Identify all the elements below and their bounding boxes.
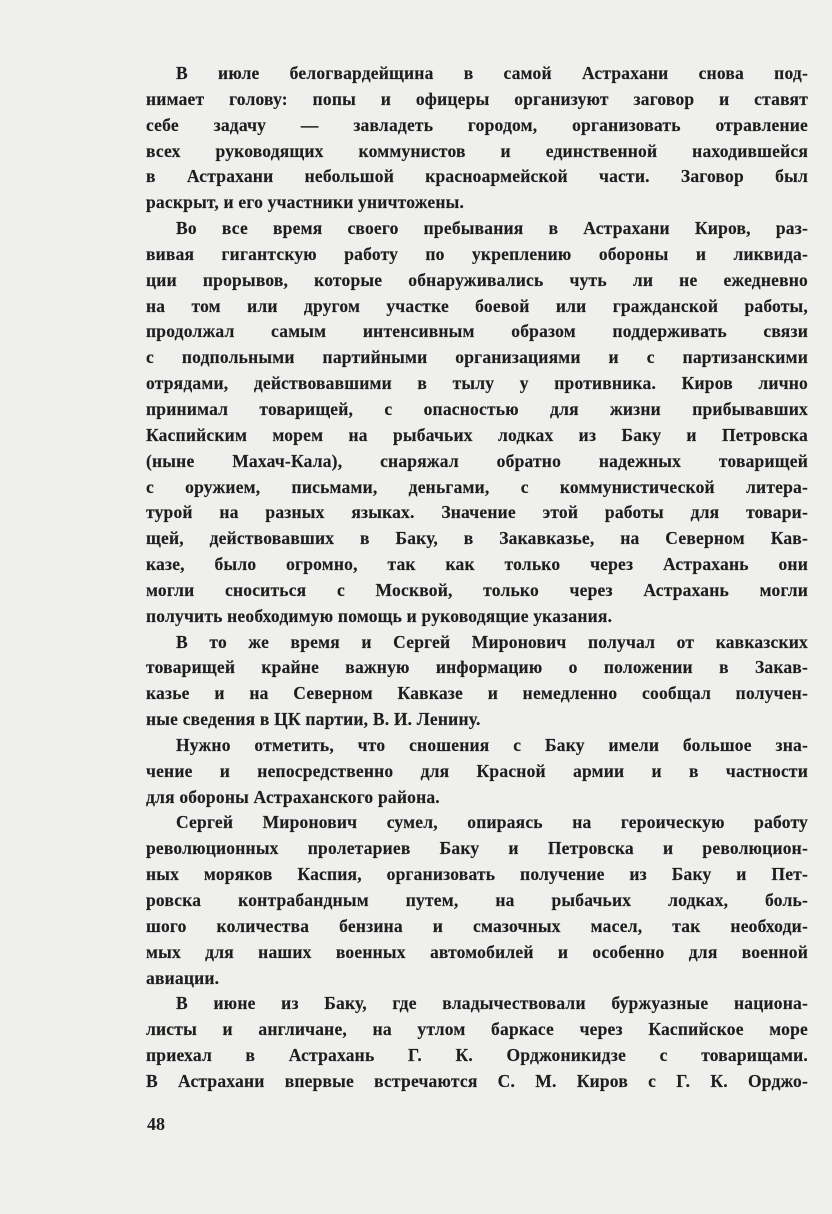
text-line: ных моряков Каспия, организовать получение из Баку и Пет- — [146, 864, 808, 885]
text-line: щей, действовавших в Баку, в Закавказье, на Северном Кав- — [146, 528, 808, 549]
text-line: казе, было огромно, так как только через Астрахань они — [146, 554, 808, 575]
text-line: Во все время своего пребывания в Астрахани Киров, раз- — [176, 218, 808, 239]
text-line: Нужно отметить, что сношения с Баку имели большое зна- — [176, 734, 808, 755]
text-line: раскрыт, и его участники уничтожены. — [146, 192, 465, 213]
text-line: отрядами, действовавшими в тылу у противника. Киров лично — [146, 373, 808, 394]
text-line: В Астрахани впервые встречаются С. М. Киров с Г. К. Орджо- — [146, 1070, 808, 1091]
paragraph — [146, 630, 808, 733]
text-line: вивая гигантскую работу по укреплению обороны и ликвида- — [146, 243, 808, 264]
text-line: с оружием, письмами, деньгами, с коммунистической литера- — [146, 476, 808, 497]
text-line: с подпольными партийными организациями и с партизанскими — [146, 347, 808, 368]
text-line: ровска контрабандным путем, на рыбачьих лодках, боль- — [146, 890, 808, 910]
text-line: ции прорывов, которые обнаруживались чуть ли не ежедневно — [146, 269, 808, 290]
text-line: революционных пролетариев Баку и Петровска и революцион- — [146, 838, 808, 859]
text-line: В то же время и Сергей Миронович получал от кавказских — [176, 631, 808, 652]
text-line: чение и непосредственно для Красной армии и в частности — [146, 760, 808, 781]
page-body-text — [146, 61, 808, 1095]
paragraph — [146, 61, 808, 216]
paragraph — [146, 733, 808, 811]
text-line: мых для наших военных автомобилей и особенно для военной — [146, 941, 808, 962]
text-line: В июле белогвардейщина в самой Астрахани снова под- — [176, 63, 808, 83]
paragraph — [146, 991, 808, 1094]
text-line: ные сведения в ЦК партии, В. И. Ленину. — [146, 709, 481, 730]
text-line: всех руководящих коммунистов и единственной находившейся — [146, 140, 808, 161]
text-line: получить необходимую помощь и руководящие указания. — [146, 605, 613, 626]
paragraph — [146, 216, 808, 630]
text-line: шого количества бензина и смазочных масел, так необходи- — [146, 915, 808, 936]
text-line: принимал товарищей, с опасностью для жизни прибывавших — [146, 398, 808, 419]
text-line: В июне из Баку, где владычествовали буржуазные национа- — [176, 993, 808, 1014]
page-number: 48 — [147, 1114, 165, 1134]
text-line: товарищей крайне важную информацию о положении в Закав- — [146, 657, 808, 678]
text-line: листы и англичане, на утлом баркасе через Каспийское море — [146, 1019, 808, 1040]
paragraph — [146, 810, 808, 991]
text-line: нимает голову: попы и офицеры организуют заговор и ставят — [146, 88, 808, 109]
text-line: в Астрахани небольшой красноармейской части. Заговор был — [146, 166, 808, 187]
text-line: могли сноситься с Москвой, только через Астрахань могли — [146, 579, 808, 600]
text-line: на том или другом участке боевой или гражданской работы, — [146, 295, 808, 316]
text-line: себе задачу — завладеть городом, организовать отравление — [146, 114, 808, 135]
text-line: Каспийским морем на рыбачьих лодках из Баку и Петровска — [146, 424, 808, 445]
text-line: (ныне Махач-Кала), снаряжал обратно надежных товарищей — [146, 450, 808, 471]
text-line: продолжал самым интенсивным образом поддерживать связи — [146, 321, 808, 342]
text-line: Сергей Миронович сумел, опираясь на героическую работу — [176, 812, 808, 833]
text-line: для обороны Астраханского района. — [146, 786, 440, 807]
text-line: приехал в Астрахань Г. К. Орджоникидзе с товарищами. — [146, 1045, 808, 1066]
text-line: авиации. — [146, 967, 220, 988]
text-line: турой на разных языках. Значение этой работы для товари- — [146, 502, 808, 523]
text-line: казье и на Северном Кавказе и немедленно сообщал получен- — [146, 683, 808, 704]
